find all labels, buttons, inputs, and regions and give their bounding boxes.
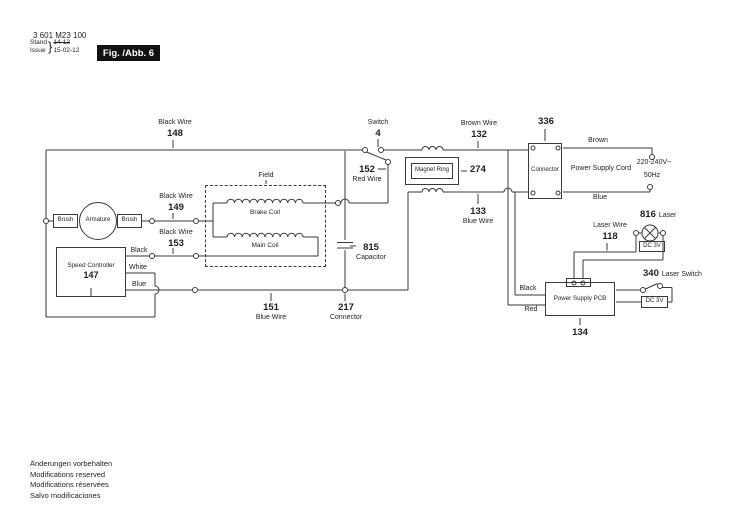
- issue-label: Issue: [30, 47, 46, 55]
- label-power-supply-cord: Power Supply Cord: [570, 165, 632, 172]
- stand-label: Stand: [30, 39, 47, 46]
- revision-old: 14-12: [53, 39, 70, 46]
- label-connector-336: 336: [538, 116, 554, 127]
- laser-switch-dc3v-box: DC 3V: [641, 296, 668, 308]
- brace-glyph: }: [48, 39, 53, 54]
- label-wire-152: 152 Red Wire: [352, 164, 382, 183]
- label-brown: Brown: [588, 137, 608, 144]
- pcb-terminal-box: [566, 278, 591, 287]
- power-supply-pcb-box: Power Supply PCB: [545, 282, 615, 316]
- label-pcb-black: Black: [519, 285, 537, 292]
- footer-line: Modifications reserved: [30, 469, 106, 479]
- label-laser-816: 816 Laser: [640, 209, 677, 220]
- laser-switch-icon: [641, 284, 663, 293]
- label-switch-4: Switch 4: [367, 119, 389, 139]
- label-wire-133: 133 Blue Wire: [462, 206, 494, 225]
- field-box: [205, 185, 326, 267]
- laser-lamp-icon: [634, 225, 666, 241]
- label-laser-switch-340: 340 Laser Switch: [643, 268, 702, 279]
- label-controller-black: Black: [130, 247, 148, 254]
- label-wire-153: Black Wire 153: [159, 229, 193, 249]
- choke-coil-bottom-icon: [422, 189, 443, 192]
- label-wire-118: Laser Wire 118: [593, 222, 627, 242]
- revision-new: 15-02-12: [53, 47, 80, 55]
- label-wire-151: 151 Blue Wire: [255, 302, 287, 321]
- speed-controller-label: Speed Controller: [67, 262, 115, 270]
- connector-336-box: Connector: [528, 143, 562, 199]
- footer-line: Salvo modificaciones: [30, 490, 101, 500]
- revision-block: [30, 39, 79, 55]
- capacitor-icon: [337, 243, 353, 249]
- speed-controller-box: [56, 247, 126, 297]
- choke-coil-top-icon: [422, 147, 443, 151]
- label-voltage: 220-240V~: [636, 159, 672, 166]
- footer-line: Modifications réservées: [30, 480, 109, 489]
- label-field: Field: [258, 172, 274, 179]
- label-capacitor-815: 815 Capacitor: [356, 242, 386, 261]
- footer-line: Änderungen vorbehalten: [30, 459, 113, 468]
- brush-left-box: Brush: [53, 214, 78, 228]
- speed-controller-ref: 147: [83, 270, 99, 281]
- label-controller-blue: Blue: [131, 281, 147, 288]
- label-controller-white: White: [129, 264, 147, 271]
- magnet-ring-box: Magnet Ring: [411, 163, 453, 179]
- label-magnet-274: 274: [470, 164, 486, 175]
- part-number: 3 601 M23 100: [33, 31, 87, 40]
- label-brake-coil: Brake Coil: [250, 209, 280, 216]
- footer-notes: [30, 459, 112, 501]
- label-pcb-134: 134: [572, 327, 588, 338]
- armature-circle: Armature: [79, 202, 117, 240]
- label-frequency: 50Hz: [643, 172, 661, 179]
- laser-dc3v-box: DC 3V: [639, 241, 665, 252]
- brush-right-box: Brush: [117, 214, 142, 228]
- figure-label-box: Fig. /Abb. 6: [97, 45, 160, 61]
- label-main-coil: Main Coil: [251, 242, 279, 249]
- label-wire-148: Black Wire 148: [158, 119, 192, 139]
- label-connector-217: 217 Connector: [329, 302, 363, 321]
- label-pcb-red: Red: [524, 306, 538, 313]
- label-wire-149: Black Wire 149: [159, 193, 193, 213]
- label-wire-132: Brown Wire 132: [460, 120, 498, 140]
- label-blue: Blue: [592, 194, 608, 201]
